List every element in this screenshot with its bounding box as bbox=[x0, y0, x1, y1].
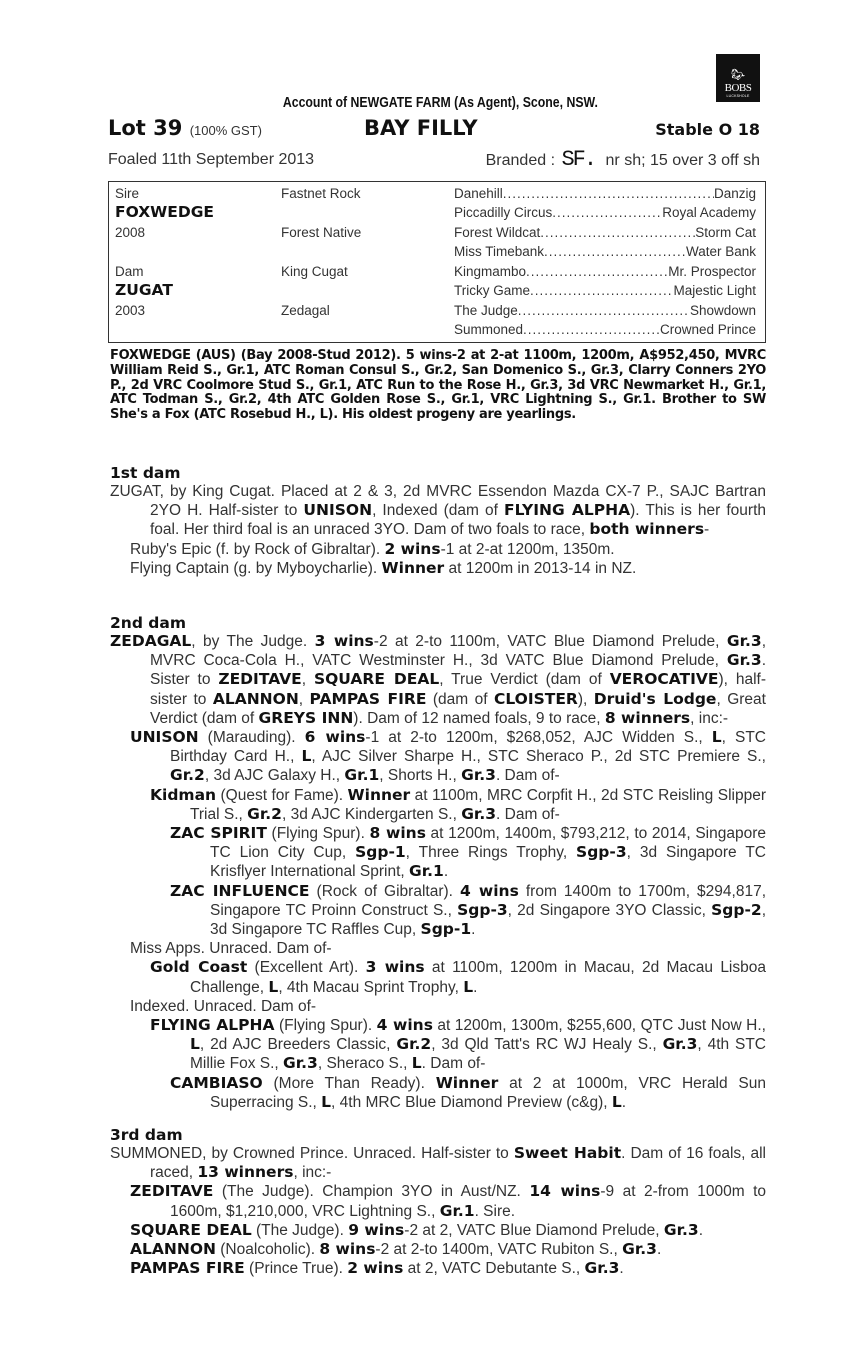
pedigree-entry: CAMBIASO (More Than Ready). Winner at 2 at 1000m, VRC Herald Sun Superracing S., L, 4th MRC Blue Diamond Preview (c&g), L. bbox=[170, 1073, 766, 1111]
pedigree-table bbox=[108, 181, 766, 343]
second-dam-section bbox=[110, 614, 766, 1112]
gp-name: Miss Timebank bbox=[454, 244, 545, 259]
pedigree-entry: ZEDAGAL, by The Judge. 3 wins-2 at 2-to 1100m, VATC Blue Diamond Prelude, Gr.3, MVRC Coca-Cola H., VATC Westminster H., 3d VATC Blue Diamond Prelude, Gr.3. Sister to ZEDITAVE, SQUARE DEAL, True Verdict (dam of VEROCATIVE), half-sister to ALANNON, PAMPAS FIRE (dam of CLOISTER), Druid's Lodge, Great Verdict (dam of GREYS INN). Dam of 12 named foals, 9 to race, 8 winners, inc:- bbox=[110, 632, 767, 727]
sire-year: 2008 bbox=[115, 225, 146, 240]
pedigree-entry: UNISON (Marauding). 6 wins-1 at 2-to 1200m, $268,052, AJC Widden S., L, STC Birthday Card H., L, AJC Silver Sharpe H., STC Sheraco P., 2d STC Premiere S., Gr.2, 3d AJC Galaxy H., Gr.1, Shorts H., Gr.3. Dam of- bbox=[130, 728, 766, 785]
section-heading: 2nd dam bbox=[110, 614, 187, 632]
sire-label: Sire bbox=[115, 186, 140, 201]
grandparent-row bbox=[454, 242, 756, 261]
sire-dam: Forest Native bbox=[281, 225, 362, 240]
bobs-logo bbox=[716, 54, 760, 102]
sire-summary: FOXWEDGE (AUS) (Bay 2008-Stud 2012). 5 wins-2 at 2-at 1100m, 1200m, A$952,450, MVRC William Reid S., Gr.1, ATC Roman Consul S., Gr.2, San Domenico S., Gr.3, Clarry Conners 2YO P., 2d VRC Coolmore Stud S., Gr.1, ATC Run to the Rose H., Gr.3, 3d VRC Newmarket H., Gr.1, ATC Todman S., Gr.2, 4th ATC Golden Rose S., Gr.1, VRC Lightning S., Gr.1. Brother to SW She's a Fox (ATC Rosebud H., L). His oldest progeny are yearlings. bbox=[110, 348, 766, 423]
lot-number bbox=[108, 116, 262, 140]
pedigree-entry: ALANNON (Noalcoholic). 8 wins-2 at 2-to 1400m, VATC Rubiton S., Gr.3. bbox=[130, 1240, 662, 1259]
gp-name: Kingmambo bbox=[454, 264, 527, 279]
gp-sire: Storm Cat bbox=[695, 225, 756, 240]
pedigree-entry: Miss Apps. Unraced. Dam of- bbox=[130, 940, 332, 958]
logo-subtext: LUCKSHOLE bbox=[726, 94, 750, 98]
dam-dam: Zedagal bbox=[281, 303, 330, 318]
bird-logo-icon: 🐎︎ bbox=[731, 69, 745, 81]
gp-name: The Judge bbox=[454, 303, 518, 318]
pedigree-entry: ZUGAT, by King Cugat. Placed at 2 & 3, 2d MVRC Essendon Mazda CX-7 P., SAJC Bartran 2YO H. Half-sister to UNISON, Indexed (dam of FLYING ALPHA). This is her fourth foal. Her third foal is an unraced 3YO. Dam of two foals to race, both winners- bbox=[110, 483, 766, 539]
gp-sire: Majestic Light bbox=[673, 283, 756, 298]
sire-name: FOXWEDGE bbox=[115, 203, 215, 221]
first-dam-section bbox=[110, 464, 766, 578]
gst-note: (100% GST) bbox=[189, 123, 262, 138]
gp-sire: Crowned Prince bbox=[659, 322, 756, 337]
grandparent-row bbox=[454, 320, 756, 339]
sire-sire: Fastnet Rock bbox=[281, 186, 361, 201]
pedigree-entry: Flying Captain (g. by Myboycharlie). Winner at 1200m in 2013-14 in NZ. bbox=[130, 558, 637, 577]
gp-sire: Showdown bbox=[689, 303, 756, 318]
brand-info bbox=[486, 147, 760, 172]
horse-description: BAY FILLY bbox=[364, 116, 478, 140]
gp-sire: Royal Academy bbox=[662, 205, 756, 220]
dam-year: 2003 bbox=[115, 303, 146, 318]
dam-name: ZUGAT bbox=[115, 281, 173, 299]
gp-name: Summoned bbox=[454, 322, 524, 337]
dam-sire: King Cugat bbox=[281, 264, 348, 279]
lot-line bbox=[108, 116, 768, 142]
pedigree-entry: SQUARE DEAL (The Judge). 9 wins-2 at 2, VATC Blue Diamond Prelude, Gr.3. bbox=[130, 1220, 704, 1239]
pedigree-entry: PAMPAS FIRE (Prince True). 2 wins at 2, VATC Debutante S., Gr.3. bbox=[130, 1259, 624, 1278]
section-heading: 1st dam bbox=[110, 464, 181, 482]
gp-name: Danehill bbox=[454, 186, 503, 201]
pedigree-entry: ZAC INFLUENCE (Rock of Gibraltar). 4 wins from 1400m to 1700m, $294,817, Singapore TC Proinn Construct S., Sgp-3, 2d Singapore 3YO Classic, Sgp-2, 3d Singapore TC Raffles Cup, Sgp-1. bbox=[170, 881, 766, 939]
grandparent-row bbox=[454, 301, 756, 320]
entries bbox=[110, 632, 766, 1112]
brand-detail: nr sh; 15 over 3 off sh bbox=[605, 152, 760, 169]
grandparent-row bbox=[454, 184, 756, 203]
gp-sire: Danzig bbox=[713, 186, 756, 201]
grandparent-row bbox=[454, 223, 756, 242]
grandparent-row bbox=[454, 281, 756, 300]
section-heading: 3rd dam bbox=[110, 1126, 183, 1144]
dam-label: Dam bbox=[115, 264, 144, 279]
foaled-date: Foaled 11th September 2013 bbox=[108, 151, 315, 168]
entries bbox=[110, 482, 766, 578]
gp-name: Tricky Game bbox=[454, 283, 531, 298]
lot-label: Lot 39 bbox=[108, 116, 183, 140]
grandparent-row bbox=[454, 203, 756, 222]
gp-name: Piccadilly Circus bbox=[454, 205, 553, 220]
pedigree-entry: SUMMONED, by Crowned Prince. Unraced. Half-sister to Sweet Habit. Dam of 16 foals, all raced, 13 winners, inc:- bbox=[110, 1144, 766, 1182]
pedigree-entry: FLYING ALPHA (Flying Spur). 4 wins at 1200m, 1300m, $255,600, QTC Just Now H., L, 2d AJC Breeders Classic, Gr.2, 3d Qld Tatt's RC WJ Healy S., Gr.3, 4th STC Millie Fox S., Gr.3, Sheraco S., L. Dam of- bbox=[150, 1016, 766, 1073]
brand-mark: SF. bbox=[561, 147, 596, 172]
pedigree-entry: Gold Coast (Excellent Art). 3 wins at 1100m, 1200m in Macau, 2d Macau Lisboa Challenge, L, 4th Macau Sprint Trophy, L. bbox=[150, 958, 766, 996]
gp-sire: Water Bank bbox=[685, 244, 756, 259]
pedigree-entry: Kidman (Quest for Fame). Winner at 1100m, MRC Corpfit H., 2d STC Reisling Slipper Trial S., Gr.2, 3d AJC Kindergarten S., Gr.3. Dam of- bbox=[150, 785, 766, 823]
vendor-account: Account of NEWGATE FARM (As Agent), Scone, NSW. bbox=[282, 94, 598, 111]
gp-sire: Mr. Prospector bbox=[668, 264, 756, 279]
gp-name: Forest Wildcat bbox=[454, 225, 541, 240]
pedigree-entry: ZEDITAVE (The Judge). Champion 3YO in Aust/NZ. 14 wins-9 at 2-from 1000m to 1600m, $1,210,000, VRC Lightning S., Gr.1. Sire. bbox=[130, 1182, 766, 1220]
grandparent-row bbox=[454, 262, 756, 281]
pedigree-entry: Indexed. Unraced. Dam of- bbox=[130, 997, 317, 1015]
branded-label: Branded : bbox=[485, 152, 556, 169]
third-dam-section bbox=[110, 1126, 766, 1278]
logo-brand: BOBS bbox=[724, 82, 752, 94]
entries bbox=[110, 1144, 766, 1278]
pedigree-entry: ZAC SPIRIT (Flying Spur). 8 wins at 1200m, 1400m, $793,212, to 2014, Singapore TC Lion City Cup, Sgp-1, Three Rings Trophy, Sgp-3, 3d Singapore TC Krisflyer International Sprint, Gr.1. bbox=[170, 824, 766, 881]
stable-number: Stable O 18 bbox=[655, 120, 760, 139]
pedigree-entry: Ruby's Epic (f. by Rock of Gibraltar). 2 wins-1 at 2-at 1200m, 1350m. bbox=[130, 539, 615, 558]
